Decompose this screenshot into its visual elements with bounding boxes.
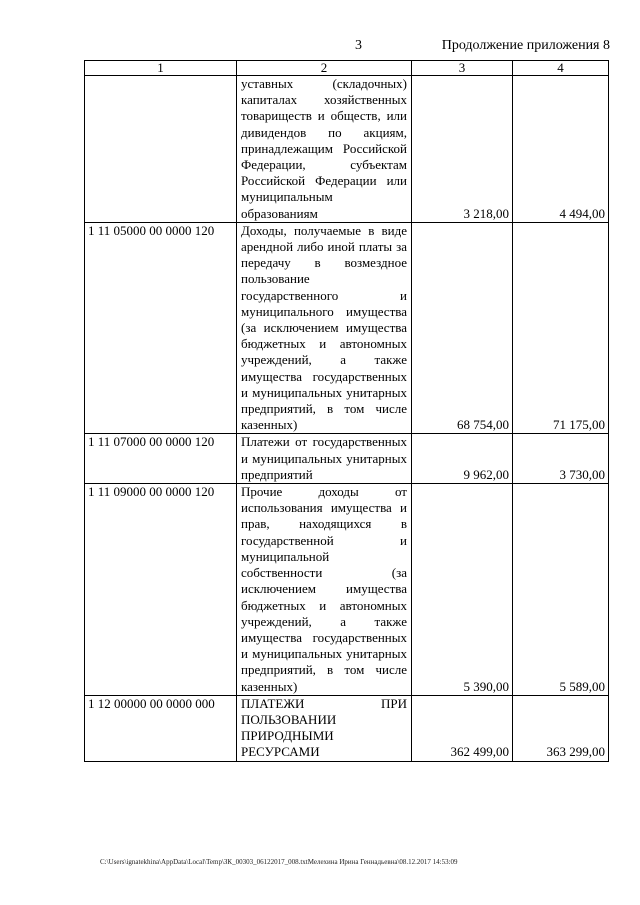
row-value-col4: 363 299,00 [513,695,609,761]
revenue-table [84,60,609,762]
row-value-col4: 5 589,00 [513,484,609,696]
row-value-col3: 68 754,00 [412,222,513,434]
row-value-col3: 9 962,00 [412,434,513,484]
row-value-col4: 71 175,00 [513,222,609,434]
row-value-col4: 4 494,00 [513,76,609,223]
table-row [85,222,609,434]
column-header: 2 [237,61,412,76]
column-header: 3 [412,61,513,76]
table-row [85,695,609,761]
table-header-row [85,61,609,76]
column-header: 4 [513,61,609,76]
continuation-caption: Продолжение приложения 8 [441,38,610,53]
row-description: Платежи от государственных и муниципальных унитарных предприятий [237,434,412,484]
row-code [85,76,237,223]
row-code: 1 12 00000 00 0000 000 [85,695,237,761]
file-path-footer: C:\Users\ignatekhina\AppData\Local\Temp\ЗК_00303_06122017_008.txtМелехина Ирина Геннадьевна\08.12.2017 14:53:09 [100,858,458,866]
row-description: ПЛАТЕЖИ ПРИ ПОЛЬЗОВАНИИ ПРИРОДНЫМИ РЕСУРСАМИ [237,695,412,761]
table-row [85,484,609,696]
column-header: 1 [85,61,237,76]
row-code: 1 11 09000 00 0000 120 [85,484,237,696]
row-description: Доходы, получаемые в виде арендной либо иной платы за передачу в возмездное пользование государственного и муниципального имущества (за исключением имущества бюджетных и автономных учреждений, а также имущества государственных и муниципальных унитарных предприятий, в том числе казенных) [237,222,412,434]
row-description: уставных (складочных) капиталах хозяйственных товариществ и обществ, или дивидендов по акциям, принадлежащим Российской Федерации, субъектам Российской Федерации или муниципальным образованиям [237,76,412,223]
page-number: 3 [355,38,362,53]
row-description: Прочие доходы от использования имущества и прав, находящихся в государственной и муниципальной собственности (за исключением имущества бюджетных и автономных учреждений, а также имущества государственных и муниципальных унитарных предприятий, в том числе казенных) [237,484,412,696]
row-value-col3: 5 390,00 [412,484,513,696]
table-row [85,434,609,484]
row-value-col4: 3 730,00 [513,434,609,484]
table-row [85,76,609,223]
row-value-col3: 362 499,00 [412,695,513,761]
row-code: 1 11 05000 00 0000 120 [85,222,237,434]
row-code: 1 11 07000 00 0000 120 [85,434,237,484]
row-value-col3: 3 218,00 [412,76,513,223]
